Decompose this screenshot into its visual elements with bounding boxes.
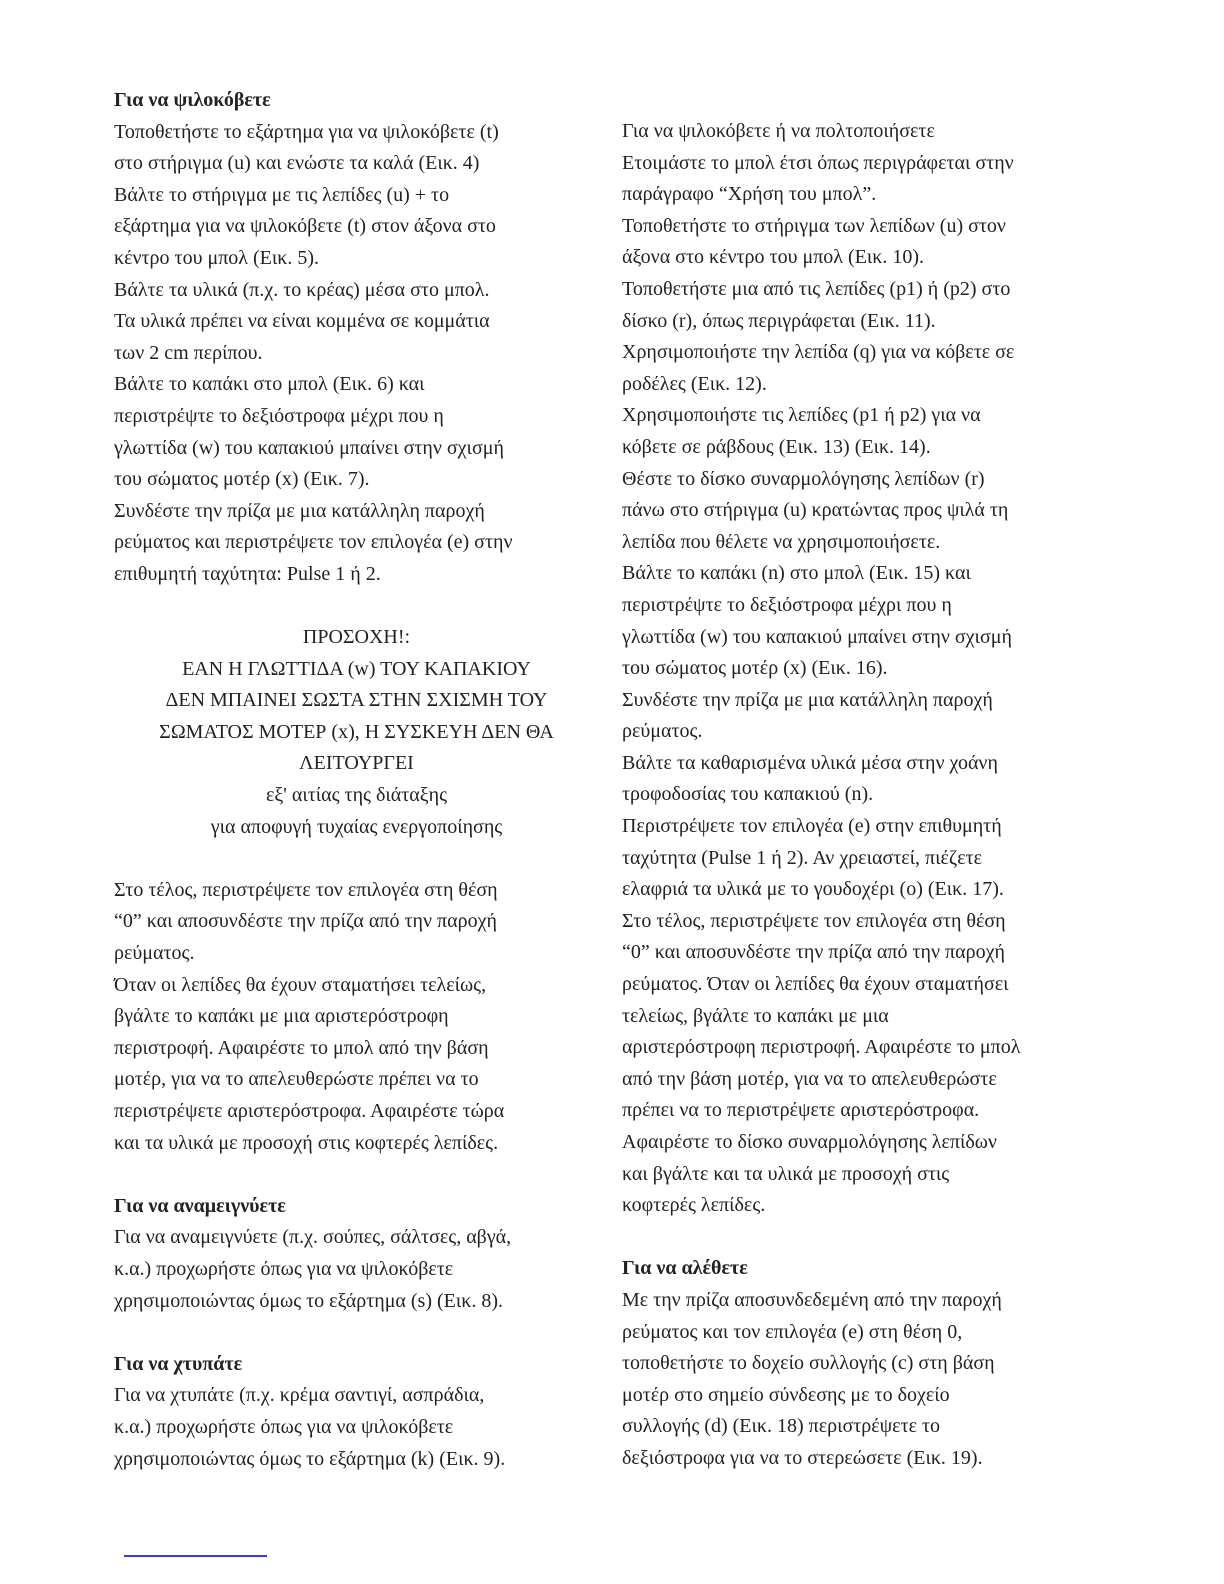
text-line: μοτέρ, για να το απελευθερώστε πρέπει να το: [114, 1068, 479, 1091]
text-line: Τοποθετήστε το στήριγμα των λεπίδων (u) στον: [622, 214, 1006, 237]
text-line: βγάλτε το καπάκι με μια αριστερόστροφη: [114, 1005, 449, 1028]
text-line: “0” και αποσυνδέστε την πρίζα από την παροχή: [114, 910, 497, 933]
text-line: Στο τέλος, περιστρέψετε τον επιλογέα στη θέση: [622, 909, 1006, 932]
text-line: ρεύματος.: [622, 720, 703, 743]
whip-body: [114, 1380, 599, 1475]
text-line: Χρησιμοποιήστε τις λεπίδες (p1 ή p2) για να: [622, 404, 981, 427]
text-line: Τα υλικά πρέπει να είναι κομμένα σε κομμάτια: [114, 310, 490, 333]
text-line: Για να χτυπάτε (π.χ. κρέμα σαντιγί, ασπράδια,: [114, 1384, 485, 1407]
text-line: και βγάλτε και τα υλικά με προσοχή στις: [622, 1162, 950, 1185]
warning-block: [114, 622, 599, 843]
text-line: κέντρο του μπολ (Εικ. 5).: [114, 246, 319, 269]
text-line: περιστροφή. Αφαιρέστε το μπολ από την βάση: [114, 1036, 489, 1059]
text-line: Βάλτε τα καθαρισμένα υλικά μέσα στην χοάνη: [622, 751, 998, 774]
finish-body: [114, 875, 599, 1159]
text-line: Για να αναμειγνύετε (π.χ. σούπες, σάλτσες, αβγά,: [114, 1226, 512, 1249]
text-line: εξ' αιτίας της διάταξης: [265, 784, 448, 807]
mix-body: [114, 1222, 599, 1317]
text-line: Βάλτε τα υλικά (π.χ. το κρέας) μέσα στο μπολ.: [114, 278, 490, 301]
text-line: κ.α.) προχωρήστε όπως για να ψιλοκόβετε: [114, 1257, 454, 1280]
text-line: του σώματος μοτέρ (x) (Εικ. 7).: [114, 468, 370, 491]
heading-grind: Για να αλέθετε: [622, 1257, 748, 1280]
text-line: κ.α.) προχωρήστε όπως για να ψιλοκόβετε: [114, 1415, 454, 1438]
text-line: Βάλτε το στήριγμα με τις λεπίδες (u) + το: [114, 183, 450, 206]
text-line: ΛΕΙΤΟΥΡΓΕΙ: [299, 752, 414, 775]
text-line: Όταν οι λεπίδες θα έχουν σταματήσει τελείως,: [114, 973, 487, 996]
slice-body: [622, 116, 1112, 1222]
text-line: Τοποθετήστε μια από τις λεπίδες (p1) ή (p2) στο: [622, 277, 1011, 300]
chop-body: [114, 117, 599, 591]
text-line: στο στήριγμα (u) και ενώστε τα καλά (Εικ. 4): [114, 152, 480, 175]
text-line: τοποθετήστε το δοχείο συλλογής (c) στη βάση: [622, 1352, 995, 1375]
grind-body: [622, 1285, 1112, 1475]
text-line: τροφοδοσίας του καπακιού (n).: [622, 783, 874, 806]
text-line: δεξιόστροφα για να το στερεώσετε (Εικ. 19).: [622, 1446, 983, 1469]
text-line: ελαφριά τα υλικά με το γουδοχέρι (o) (Εικ. 17).: [622, 878, 1004, 901]
section-mix: [114, 1191, 599, 1317]
text-line: για αποφυγή τυχαίας ενεργοποίησης: [210, 815, 503, 838]
text-line: Αφαιρέστε το δίσκο συναρμολόγησης λεπίδων: [622, 1131, 997, 1153]
text-line: “0” και αποσυνδέστε την πρίζα από την παροχή: [622, 941, 1005, 964]
text-line: αριστερόστροφη περιστροφή. Αφαιρέστε το μπολ: [622, 1036, 1021, 1059]
text-line: Συνδέστε την πρίζα με μια κατάλληλη παροχή: [114, 499, 485, 522]
text-line: των 2 cm περίπου.: [114, 341, 263, 364]
heading-whip: Για να χτυπάτε: [114, 1352, 243, 1375]
text-line: Θέστε το δίσκο συναρμολόγησης λεπίδων (r): [622, 467, 985, 490]
text-line: χρησιμοποιώντας όμως το εξάρτημα (k) (Εικ. 9).: [114, 1447, 506, 1470]
text-line: από την βάση μοτέρ, για να το απελευθερώστε: [622, 1067, 997, 1090]
right-column: [622, 116, 1112, 1475]
text-line: μοτέρ στο σημείο σύνδεσης με το δοχείο: [622, 1383, 950, 1406]
text-line: ΣΩΜΑΤΟΣ ΜΟΤΕΡ (x), Η ΣΥΣΚΕΥΗ ΔΕΝ ΘΑ: [159, 720, 554, 743]
text-line: Για να ψιλοκόβετε ή να πολτοποιήσετε: [622, 120, 935, 142]
text-line: ρεύματος και τον επιλογέα (e) στη θέση 0,: [622, 1320, 963, 1343]
text-line: ρεύματος. Όταν οι λεπίδες θα έχουν σταματήσει: [622, 973, 1009, 996]
text-line: κοφτερές λεπίδες.: [622, 1194, 766, 1217]
section-finish: [114, 875, 599, 1159]
text-line: Συνδέστε την πρίζα με μια κατάλληλη παροχή: [622, 688, 993, 711]
text-line: ροδέλες (Εικ. 12).: [622, 372, 767, 395]
text-line: και τα υλικά με προσοχή στις κοφτερές λεπίδες.: [114, 1131, 499, 1154]
heading-chop: Για να ψιλοκόβετε: [114, 89, 271, 111]
text-line: πάνω στο στήριγμα (u) κρατώντας προς ψιλά τη: [622, 499, 1009, 522]
text-line: γλωττίδα (w) του καπακιού μπαίνει στην σχισμή: [114, 436, 504, 459]
text-line: Ετοιμάστε το μπολ έτσι όπως περιγράφεται στην: [622, 151, 1014, 174]
text-line: ταχύτητα (Pulse 1 ή 2). Αν χρειαστεί, πιέζετε: [622, 846, 983, 869]
text-line: ΕΑΝ Η ΓΛΩΤΤΙΔΑ (w) ΤΟΥ ΚΑΠΑΚΙΟΥ: [182, 657, 531, 680]
text-line: επιθυμητή ταχύτητα: Pulse 1 ή 2.: [114, 562, 381, 585]
text-line: Στο τέλος, περιστρέψετε τον επιλογέα στη θέση: [114, 878, 498, 901]
left-column: [114, 85, 599, 1475]
text-line: Με την πρίζα αποσυνδεδεμένη από την παροχή: [622, 1288, 1002, 1311]
section-chop: [114, 85, 599, 591]
text-line: περιστρέψτε το δεξιόστροφα μέχρι που η: [622, 593, 952, 616]
section-slice: [622, 116, 1112, 1222]
heading-mix: Για να αναμειγνύετε: [114, 1194, 286, 1217]
text-line: εξάρτημα για να ψιλοκόβετε (t) στον άξονα στο: [114, 215, 496, 238]
text-line: παράγραφο “Χρήση του μπολ”.: [622, 183, 877, 206]
text-line: Χρησιμοποιήστε την λεπίδα (q) για να κόβετε σε: [622, 341, 1015, 364]
text-line: Τοποθετήστε το εξάρτημα για να ψιλοκόβετε (t): [114, 120, 499, 143]
text-line: χρησιμοποιώντας όμως το εξάρτημα (s) (Εικ. 8).: [114, 1289, 503, 1312]
text-line: περιστρέψτε το δεξιόστροφα μέχρι που η: [114, 404, 444, 427]
text-line: ρεύματος.: [114, 942, 195, 965]
text-line: συλλογής (d) (Εικ. 18) περιστρέψετε το: [622, 1415, 941, 1438]
section-whip: [114, 1349, 599, 1475]
text-line: ρεύματος και περιστρέψετε τον επιλογέα (e) στην: [114, 531, 513, 554]
text-line: περιστρέψετε αριστερόστροφα. Αφαιρέστε τώρα: [114, 1100, 505, 1122]
text-line: κόβετε σε ράβδους (Εικ. 13) (Εικ. 14).: [622, 435, 931, 458]
text-line: Βάλτε το καπάκι στο μπολ (Εικ. 6) και: [114, 373, 425, 396]
text-line: τελείως, βγάλτε το καπάκι με μια: [622, 1004, 889, 1027]
text-line: Περιστρέψετε τον επιλογέα (e) στην επιθυμητή: [622, 815, 1002, 838]
section-grind: [622, 1253, 1112, 1474]
text-line: λεπίδα που θέλετε να χρησιμοποιήσετε.: [622, 530, 941, 553]
text-line: γλωττίδα (w) του καπακιού μπαίνει στην σχισμή: [622, 625, 1012, 648]
text-line: του σώματος μοτέρ (x) (Εικ. 16).: [622, 657, 888, 680]
text-line: Βάλτε το καπάκι (n) στο μπολ (Εικ. 15) και: [622, 562, 971, 585]
warning-body: [114, 622, 599, 843]
text-line: ΠΡΟΣΟΧΗ!:: [302, 626, 411, 649]
text-line: άξονα στο κέντρο του μπολ (Εικ. 10).: [622, 246, 924, 269]
text-line: πρέπει να το περιστρέψετε αριστερόστροφα.: [622, 1099, 980, 1122]
text-line: ΔΕΝ ΜΠΑΙΝΕΙ ΣΩΣΤΑ ΣΤΗΝ ΣΧΙΣΜΗ ΤΟΥ: [165, 689, 548, 712]
footnote-rule: [124, 1555, 267, 1557]
text-line: δίσκο (r), όπως περιγράφεται (Εικ. 11).: [622, 309, 936, 332]
